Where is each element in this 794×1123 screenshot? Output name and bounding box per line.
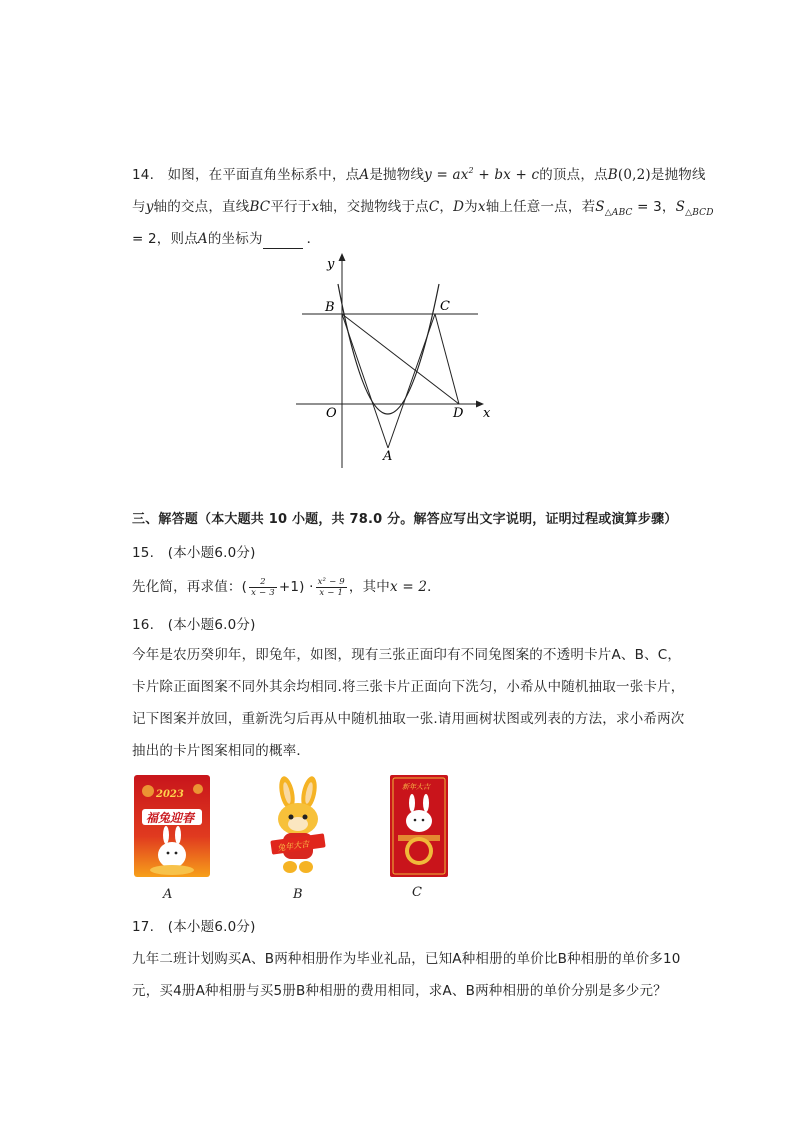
q17-line-1: 九年二班计划购买A、B两种相册作为毕业礼品，已知A种相册的单价比B种相册的单价多10 <box>132 951 681 967</box>
q14-line-1: 14. 如图，在平面直角坐标系中，点A是抛物线$y = ax^2$ + bx + c的顶点，点B(0,2)是抛物线 <box>132 166 706 183</box>
q16-line-2: 卡片除正面图案不同外其余均相同.将三张卡片正面向下洗匀，小希从中随机抽取一张卡片， <box>132 679 685 695</box>
y-axis-arrow <box>339 253 346 261</box>
q16-line-3: 记下图案并放回，重新洗匀后再从中随机抽取一张.请用画树状图或列表的方法，求小希两次 <box>132 711 685 727</box>
q14-line-2: 与y轴的交点，直线BC平行于x轴，交抛物线于点C，D为x轴上任意一点，若$S_{\triangle ABC} = 3$，$S_{\triangle BCD}$ <box>132 199 714 218</box>
card-c-title: 新年大吉 <box>402 783 430 791</box>
q15-body: 先化简，再求值：( $\frac{2}{x - 3}$ +1) · $\frac{\text{x² − 9}}{x - 1}$ ，其中x = 2． <box>132 576 441 598</box>
label-o: O <box>326 406 337 421</box>
card-b-label: B <box>293 887 303 902</box>
q16-line-4: 抽出的卡片图案相同的概率． <box>132 743 311 759</box>
card-a-label: A <box>163 887 173 902</box>
card-c-label: C <box>412 885 422 900</box>
fraction-1: $\frac{2}{x - 3}$ <box>251 576 275 598</box>
label-x: x <box>483 406 491 421</box>
q16-header: 16. (本小题6.0分) <box>132 617 256 633</box>
parabola-equation: $y = ax^2$ + bx + c <box>424 166 540 183</box>
card-c-image <box>390 775 448 877</box>
parabola-curve <box>338 284 439 414</box>
label-d: D <box>453 406 464 421</box>
card-b-image <box>263 775 333 879</box>
q17-header: 17. (本小题6.0分) <box>132 919 256 935</box>
q17-line-2: 元，买4册A种相册与买5册B种相册的费用相同，求A、B两种相册的单价分别是多少元？ <box>132 983 667 999</box>
q15-header: 15. (本小题6.0分) <box>132 545 256 561</box>
section-3-title: 三、解答题（本大题共 10 小题，共 78.0 分。解答应写出文字说明，证明过程或演算步骤） <box>132 512 678 527</box>
segment-ac <box>388 314 435 448</box>
card-b-scroll: 兔年大吉 <box>276 839 310 853</box>
parabola-figure <box>292 252 492 472</box>
label-y: y <box>327 257 335 272</box>
label-b: B <box>325 300 335 315</box>
answer-blank[interactable] <box>263 234 303 249</box>
label-a: A <box>383 449 393 464</box>
q14-line-3: = 2，则点A的坐标为 ． <box>132 231 321 247</box>
card-a-year: 2023 <box>156 789 184 800</box>
segment-ba <box>342 314 388 448</box>
card-a-banner: 福兔迎春 <box>146 811 195 825</box>
label-c: C <box>440 299 450 314</box>
card-a-image <box>134 775 210 877</box>
q14-number: 14. <box>132 167 155 183</box>
q16-line-1: 今年是农历癸卯年，即兔年，如图，现有三张正面印有不同兔图案的不透明卡片A、B、C， <box>132 647 682 663</box>
segment-bd <box>342 314 459 404</box>
fraction-2: $\frac{\text{x² − 9}}{x - 1}$ <box>317 576 345 598</box>
segment-cd <box>435 314 459 404</box>
